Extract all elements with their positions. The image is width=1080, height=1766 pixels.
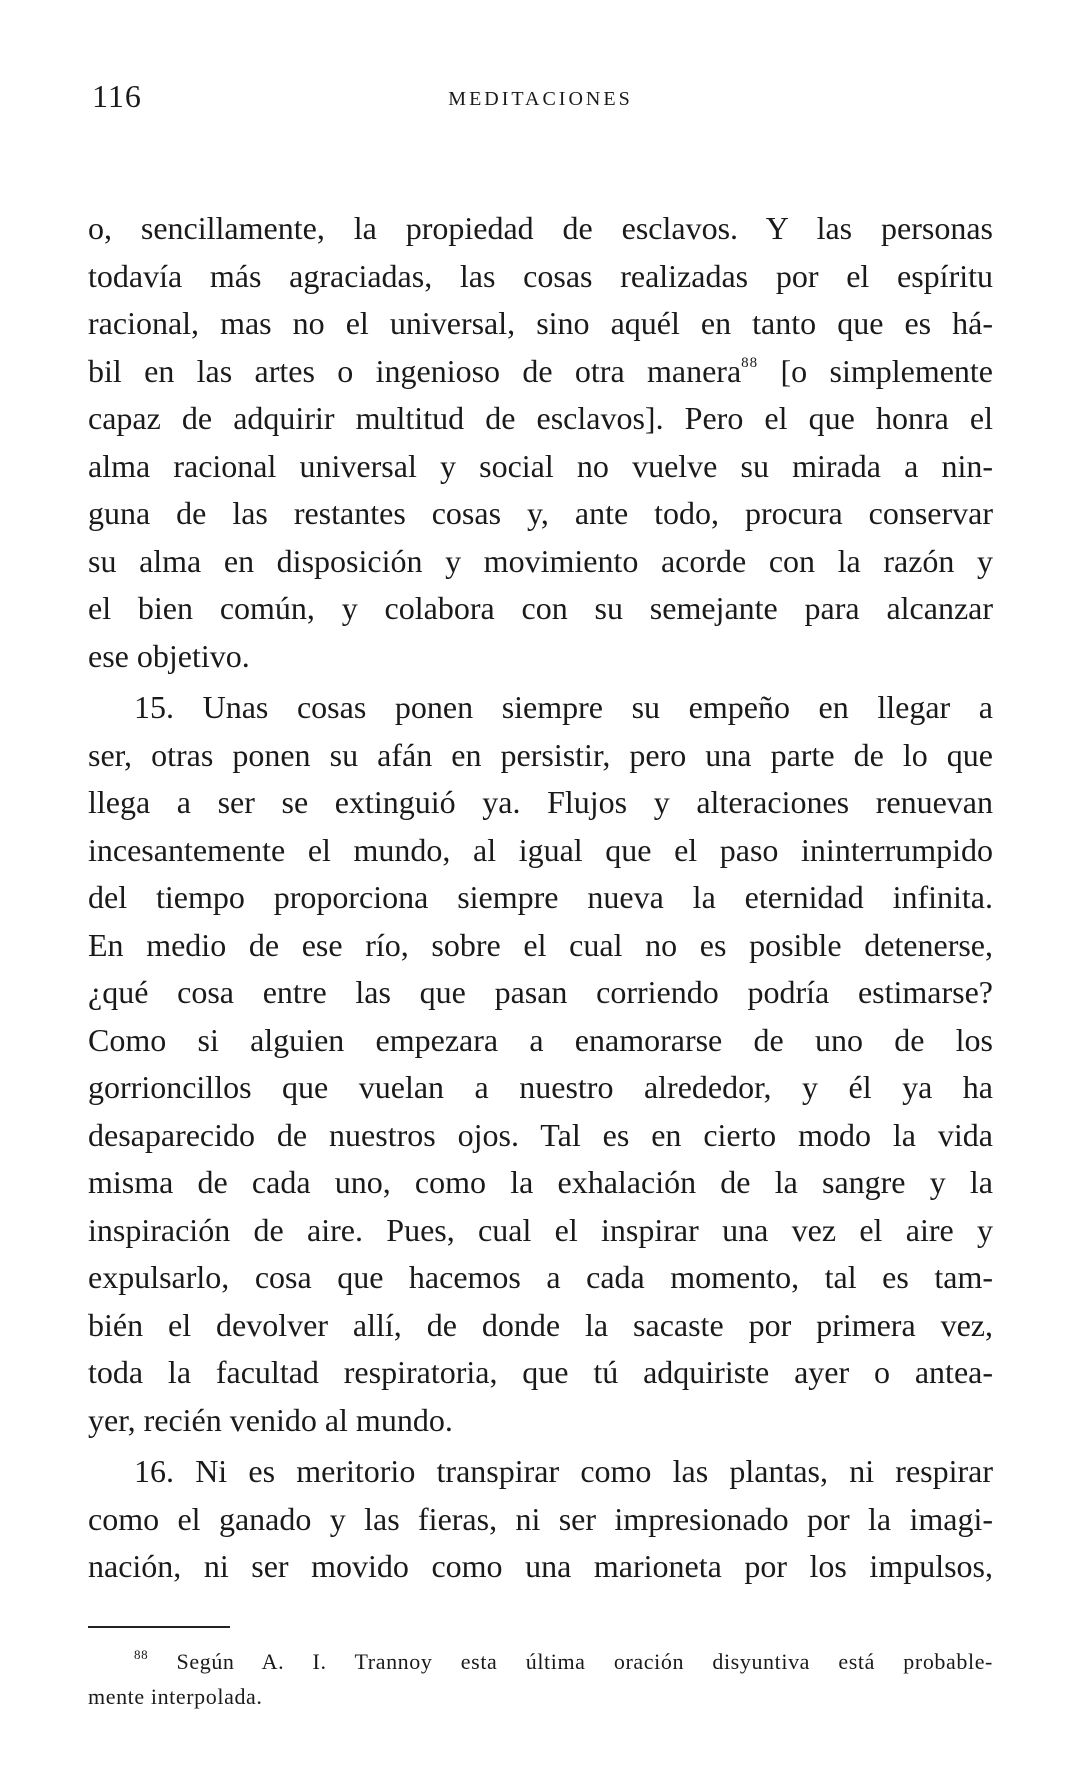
paragraph-15 bbox=[88, 684, 993, 1444]
text-line: desaparecido de nuestros ojos. Tal es en cierto modo la vida bbox=[88, 1116, 993, 1153]
text-line: toda la facultad respiratoria, que tú adquiriste ayer o antea- bbox=[88, 1354, 993, 1390]
footnote-line bbox=[88, 1644, 993, 1679]
text-line: gorrioncillos que vuelan a nuestro alrededor, y él ya ha bbox=[88, 1069, 993, 1105]
text-line: Como si alguien empezara a enamorarse de uno de los bbox=[88, 1021, 993, 1058]
text-line: expulsarlo, cosa que hacemos a cada momento, tal es tam- bbox=[88, 1259, 993, 1295]
text-line: su alma en disposición y movimiento acorde con la razón y bbox=[88, 542, 993, 579]
text-line: ser, otras ponen su afán en persistir, pero una parte de lo que bbox=[88, 736, 993, 773]
footnote-divider bbox=[88, 1626, 230, 1628]
footnote-line: mente interpolada. bbox=[88, 1684, 263, 1709]
text-line: 16. Ni es meritorio transpirar como las plantas, ni respirar bbox=[134, 1453, 993, 1489]
text-line: ¿qué cosa entre las que pasan corriendo podría estimarse? bbox=[88, 974, 993, 1010]
body-text bbox=[88, 205, 993, 1591]
text-line: capaz de adquirir multitud de esclavos]. Pero el que honra el bbox=[88, 400, 993, 436]
text-line-with-footnote-ref bbox=[88, 348, 993, 396]
page-number: 116 bbox=[92, 78, 142, 114]
text-segment: [o simplemente bbox=[758, 352, 994, 389]
text-line: guna de las restantes cosas y, ante todo, procura conservar bbox=[88, 495, 993, 531]
text-line: racional, mas no el universal, sino aquél en tanto que es há- bbox=[88, 305, 993, 341]
running-head bbox=[88, 78, 993, 122]
text-line: del tiempo proporciona siempre nueva la eternidad infinita. bbox=[88, 879, 993, 915]
text-segment: bil en las artes o ingenioso de otra manera bbox=[88, 352, 742, 389]
text-line: ese objetivo. bbox=[88, 637, 250, 674]
book-page bbox=[88, 0, 993, 1766]
text-line: bién el devolver allí, de donde la sacaste por primera vez, bbox=[88, 1306, 993, 1343]
text-line: incesantemente el mundo, al igual que el paso ininterrumpido bbox=[88, 831, 993, 868]
text-line: 15. Unas cosas ponen siempre su empeño en llegar a bbox=[134, 689, 993, 725]
text-line: misma de cada uno, como la exhalación de la sangre y la bbox=[88, 1164, 993, 1200]
text-line: llega a ser se extinguió ya. Flujos y alteraciones renuevan bbox=[88, 784, 993, 820]
running-title: MEDITACIONES bbox=[448, 88, 633, 110]
footnote bbox=[88, 1644, 993, 1714]
text-line: En medio de ese río, sobre el cual no es posible detenerse, bbox=[88, 926, 993, 963]
text-line: alma racional universal y social no vuelve su mirada a nin- bbox=[88, 447, 993, 484]
text-line: inspiración de aire. Pues, cual el inspirar una vez el aire y bbox=[88, 1211, 993, 1248]
paragraph-16 bbox=[88, 1448, 993, 1591]
footnote-marker: 88 bbox=[134, 1647, 149, 1662]
paragraph-continuation bbox=[88, 205, 993, 680]
text-line: yer, recién venido al mundo. bbox=[88, 1401, 453, 1438]
text-line: el bien común, y colabora con su semejante para alcanzar bbox=[88, 590, 993, 626]
text-line: o, sencillamente, la propiedad de esclavos. Y las personas bbox=[88, 210, 993, 246]
text-line: nación, ni ser movido como una marioneta por los impulsos, bbox=[88, 1548, 993, 1584]
footnote-reference[interactable]: 88 bbox=[741, 354, 759, 371]
footnote-text: Según A. I. Trannoy esta última oración disyuntiva está probable- bbox=[148, 1649, 993, 1674]
text-line: todavía más agraciadas, las cosas realizadas por el espíritu bbox=[88, 257, 993, 294]
text-line: como el ganado y las fieras, ni ser impresionado por la imagi- bbox=[88, 1500, 993, 1537]
